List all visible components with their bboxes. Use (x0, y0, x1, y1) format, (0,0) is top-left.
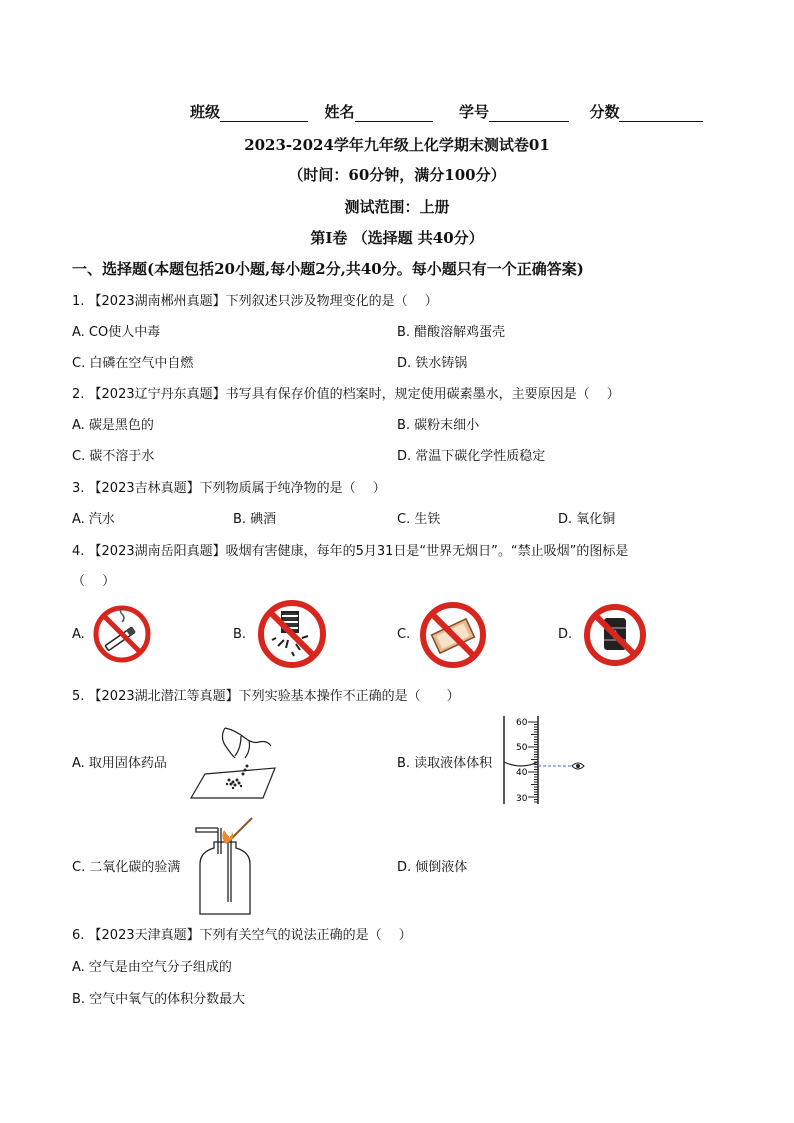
volume-title: 第Ⅰ卷 （选择题 共40分） (310, 229, 484, 247)
student-info-line (190, 101, 703, 122)
cylinder-tick-label: 40 (516, 768, 528, 778)
q1-option-d[interactable]: D. 铁水铸锅 (397, 356, 468, 371)
question-1-stem: 1. 【2023湖南郴州真题】下列叙述只涉及物理变化的是（ ） (72, 294, 438, 309)
co2-test-illustration (190, 814, 270, 918)
class-field[interactable] (220, 105, 308, 122)
eye-icon (572, 763, 584, 769)
class-label: 班级 (190, 103, 221, 121)
no-smoking-sign-b[interactable] (256, 598, 328, 670)
question-2-stem: 2. 【2023辽宁丹东真题】书写具有保存价值的档案时，规定使用碳素墨水，主要原因是（ ） (72, 387, 620, 402)
question-4-stem: 4. 【2023湖南岳阳真题】吸烟有害健康，每年的5月31日是“世界无烟日”。“禁止吸烟”的图标是 (72, 544, 629, 559)
q5-option-c[interactable]: C. 二氧化碳的验满 (72, 860, 181, 875)
q6-option-a[interactable]: A. 空气是由空气分子组成的 (72, 960, 232, 975)
q6-option-b[interactable]: B. 空气中氧气的体积分数最大 (72, 992, 246, 1007)
cylinder-tick-label: 30 (516, 794, 528, 804)
question-5-stem: 5. 【2023湖北潜江等真题】下列实验基本操作不正确的是（ ） (72, 689, 460, 704)
q3-option-d[interactable]: D. 氧化铜 (558, 512, 616, 527)
exam-time: （时间：60分钟，满分100分） (288, 166, 506, 184)
score-field[interactable] (619, 105, 703, 122)
graduated-cylinder-illustration (498, 712, 588, 808)
q1-option-a[interactable]: A. CO使人中毒 (72, 325, 161, 340)
cylinder-scale-ticks (528, 722, 538, 802)
q4-option-a[interactable]: A. (72, 627, 85, 642)
q3-option-c[interactable]: C. 生铁 (397, 512, 441, 527)
solid-reagent-illustration (185, 722, 285, 800)
no-smoking-sign-c[interactable] (418, 600, 488, 670)
burning-match-icon (222, 818, 252, 844)
exam-scope: 测试范围：上册 (344, 198, 450, 216)
question-4-stem-cont: （ ） (72, 574, 116, 589)
q5-option-d[interactable]: D. 倾倒液体 (397, 860, 468, 875)
no-smoking-sign-a[interactable] (92, 604, 152, 664)
score-label: 分数 (589, 103, 620, 121)
question-3-stem: 3. 【2023吉林真题】下列物质属于纯净物的是（ ） (72, 481, 386, 496)
name-label: 姓名 (324, 103, 355, 121)
no-smoking-sign-d[interactable] (582, 602, 648, 668)
question-6-stem: 6. 【2023天津真题】下列有关空气的说法正确的是（ ） (72, 928, 412, 943)
q4-option-b[interactable]: B. (233, 627, 247, 642)
id-label: 学号 (458, 103, 489, 121)
q2-option-a[interactable]: A. 碳是黑色的 (72, 418, 154, 433)
q3-option-b[interactable]: B. 碘酒 (233, 512, 277, 527)
exam-title: 2023-2024学年九年级上化学期末测试卷01 (244, 136, 550, 154)
q2-option-b[interactable]: B. 碳粉末细小 (397, 418, 480, 433)
hand-icon (222, 728, 271, 758)
cylinder-tick-label: 50 (516, 743, 528, 753)
q4-option-c[interactable]: C. (397, 627, 411, 642)
q4-option-d[interactable]: D. (558, 627, 573, 642)
gas-bottle-icon (196, 828, 250, 914)
section-title: 一、选择题(本题包括20小题,每小题2分,共40分。每小题只有一个正确答案) (72, 260, 584, 278)
liquid-meniscus (504, 762, 538, 766)
q5-option-a[interactable]: A. 取用固体药品 (72, 756, 167, 771)
q2-option-c[interactable]: C. 碳不溶于水 (72, 449, 155, 464)
q1-option-c[interactable]: C. 白磷在空气中自燃 (72, 356, 194, 371)
q3-option-a[interactable]: A. 汽水 (72, 512, 115, 527)
id-field[interactable] (489, 105, 569, 122)
q1-option-b[interactable]: B. 醋酸溶解鸡蛋壳 (397, 325, 506, 340)
cylinder-tick-label: 60 (516, 718, 528, 728)
name-field[interactable] (355, 105, 433, 122)
q5-option-b[interactable]: B. 读取液体体积 (397, 756, 493, 771)
q2-option-d[interactable]: D. 常温下碳化学性质稳定 (397, 449, 546, 464)
